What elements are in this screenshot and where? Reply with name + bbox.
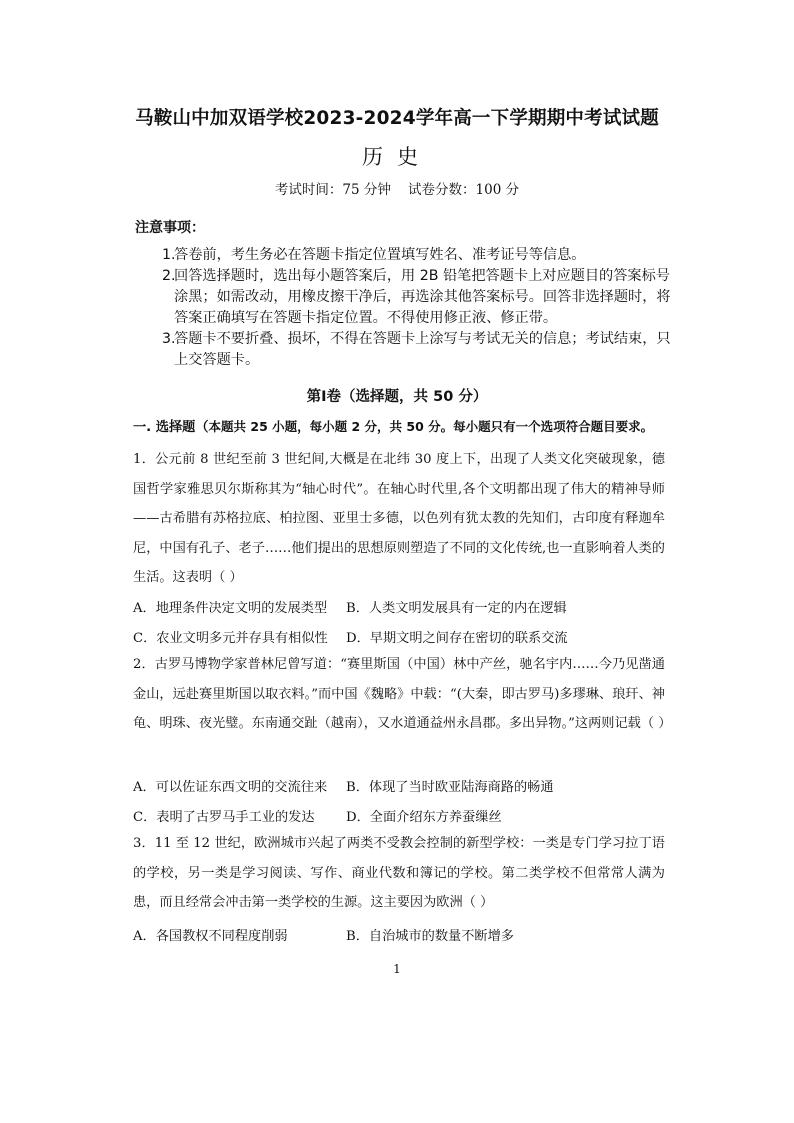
question-2-stem: 2．古罗马博物学家普林尼曾写道：“赛里斯国（中国）林中产丝，驰名宇内……今乃见凿通金山，远赴赛里斯国以取衣料。”而中国《魏略》中载：“(大秦，即古罗马)多璆琳、琅玕、神龟、明珠、夜光璧。东南通交趾（越南），又水道通益州永昌郡。多出异物。”这两则记载（ ） (133, 657, 672, 732)
section-rule: 本题共 25 小题，每小题 2 分，共 50 分。每小题只有一个选项符合题目要求。 (208, 419, 654, 434)
notice-item (162, 245, 672, 266)
notice-heading: 注意事项： (135, 220, 205, 236)
question-1-stem: 1．公元前 8 世纪至前 3 世纪间,大概是在北纬 30 度上下，出现了人类文化突破现象，德国哲学家雅思贝尔斯称其为“轴心时代”。在轴心时代里,各个文明都出现了伟大的精神导师——古希腊有苏格拉底、柏拉图、亚里士多德，以色列有犹太教的先知们，古印度有释迦牟尼，中国有孔子、老子……他们提出的思想原则塑造了不同的文化传统,也一直影响着人类的生活。这表明（ ） (133, 452, 665, 586)
option-d: D．早期文明之间存在密切的联系交流 (346, 631, 568, 646)
exam-title: 马鞍山中加双语学校2023-2024学年高一下学期期中考试试题 (135, 108, 659, 129)
notice-item-number: 2. (162, 268, 176, 284)
option-row (133, 597, 567, 616)
notice-item (162, 266, 672, 329)
option-c: C．农业文明多元并存具有相似性 (133, 631, 328, 646)
question-3-stem: 3．11 至 12 世纪，欧洲城市兴起了两类不受教会控制的新型学校：一类是专门学习拉丁语的学校，另一类是学习阅读、写作、商业代数和簿记的学校。第二类学校不但常常人满为患，而且经常会冲击第一类学校的生源。这主要因为欧洲（ ） (133, 836, 665, 911)
notice-item-number: 3. (162, 331, 176, 347)
subject-title: 历史 (362, 145, 432, 169)
notice-item-text: 回答选择题时，选出每小题答案后，用 2B 铅笔把答题卡上对应题目的答案标号涂黑；如需改动，用橡皮擦干净后，再选涂其他答案标号。回答非选择题时，将答案正确填写在答题卡指定位置。不得使用修正液、修正带。 (174, 268, 671, 326)
option-row (133, 776, 554, 795)
option-b: B．体现了当时欧亚陆海商路的畅通 (346, 780, 554, 795)
option-row (133, 806, 502, 825)
option-b: B．自治城市的数量不断增多 (346, 929, 514, 944)
option-a: A．地理条件决定文明的发展类型 (133, 601, 328, 616)
part-title: 第Ⅰ卷（选择题，共 50 分） (306, 389, 488, 405)
option-a: A．各国教权不同程度削弱 (133, 929, 288, 944)
section-heading (133, 416, 653, 435)
notice-item-number: 1. (162, 247, 176, 263)
option-a: A．可以佐证东西文明的交流往来 (133, 780, 328, 795)
page-number: 1 (393, 962, 401, 976)
option-row (133, 925, 514, 944)
option-c: C．表明了古罗马手工业的发达 (133, 810, 315, 825)
section-prefix: 一. 选择题（ (133, 420, 209, 435)
notice-item-text: 答题卡不要折叠、损坏，不得在答题卡上涂写与考试无关的信息；考试结束，只上交答题卡。 (174, 331, 671, 368)
option-b: B．人类文明发展具有一定的内在逻辑 (346, 601, 567, 616)
notice-item-text: 答卷前，考生务必在答题卡指定位置填写姓名、准考证号等信息。 (174, 247, 586, 263)
option-row (133, 627, 568, 646)
option-d: D．全面介绍东方养蚕缫丝 (346, 810, 502, 825)
exam-info: 考试时间：75 分钟 试卷分数：100 分 (274, 182, 520, 198)
notice-item (162, 329, 672, 371)
